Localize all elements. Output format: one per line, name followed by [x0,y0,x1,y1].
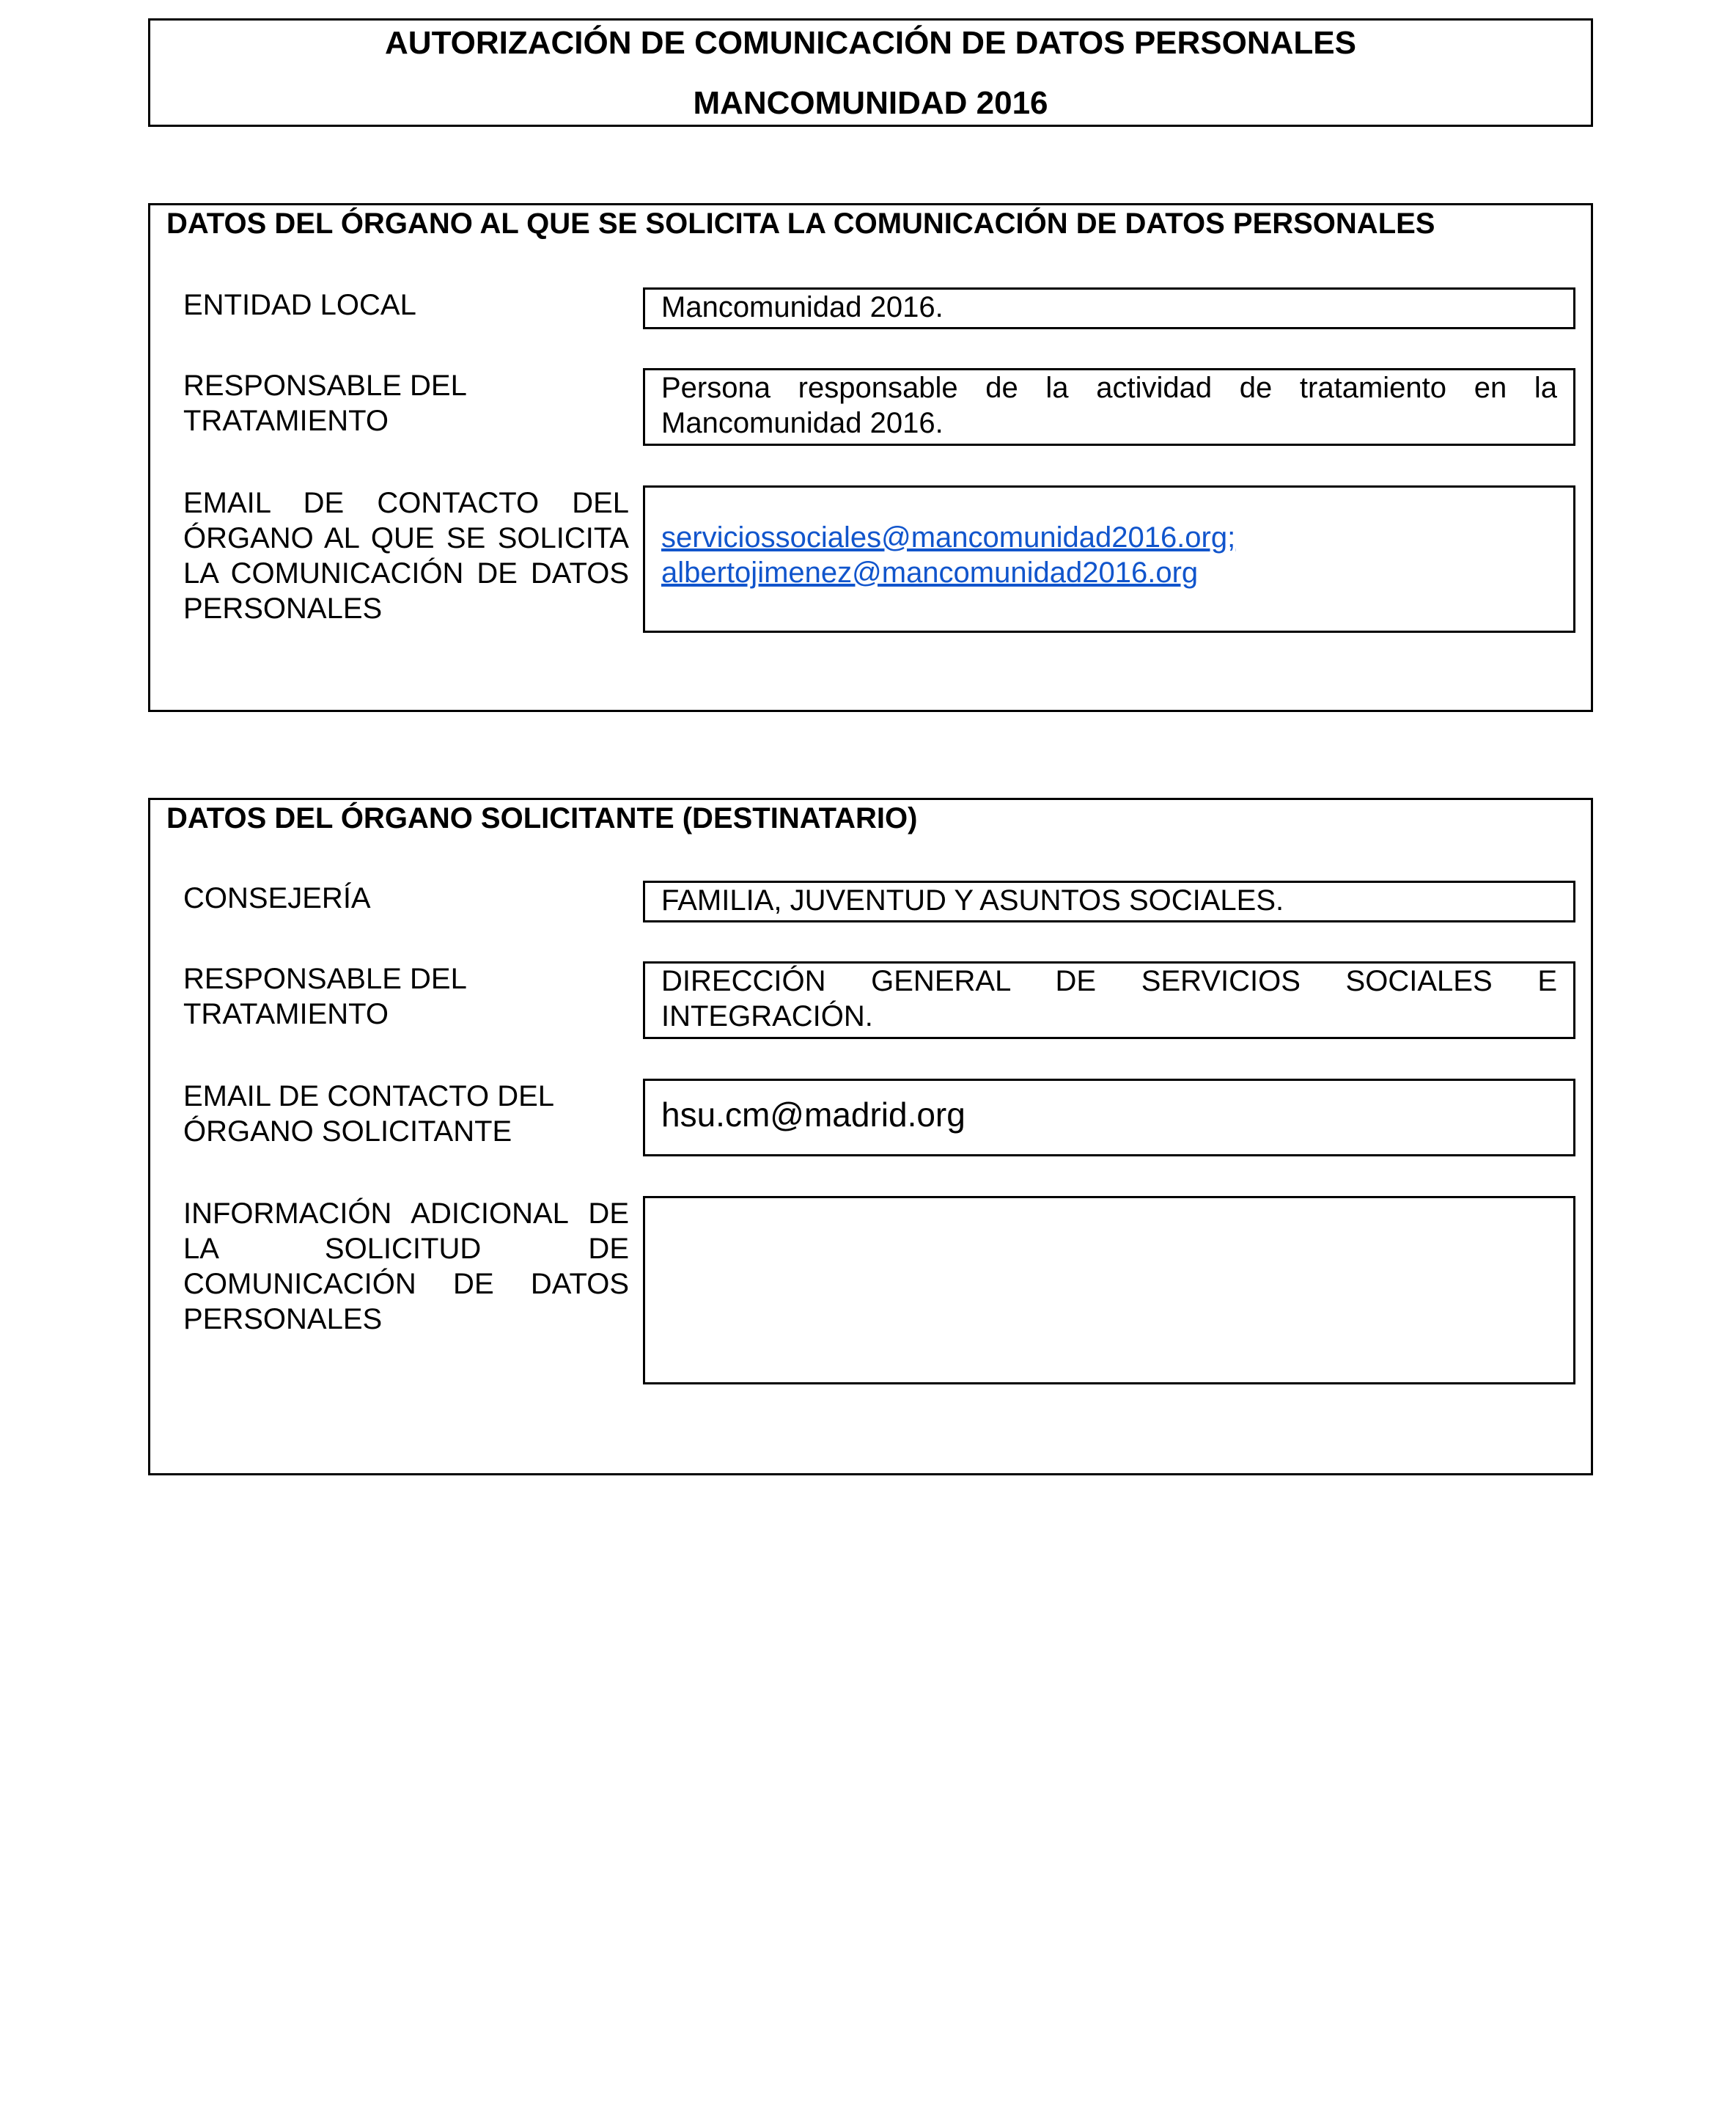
responsable-value: Persona responsable de la actividad de tratamiento en la Mancomunidad 2016. [661,372,1557,439]
informacion-adicional-label: INFORMACIÓN ADICIONAL DE LA SOLICITUD DE COMUNICACIÓN DE DATOS PERSONALES [183,1197,629,1335]
responsable-field[interactable] [643,961,1575,1039]
document-title-box [148,18,1593,127]
section-heading: DATOS DEL ÓRGANO SOLICITANTE (DESTINATARIO) [166,802,918,834]
document-subtitle: MANCOMUNIDAD 2016 [693,85,1048,121]
consejeria-value: FAMILIA, JUVENTUD Y ASUNTOS SOCIALES. [661,884,1284,917]
email-solicitante-value: hsu.cm@madrid.org [661,1096,966,1134]
organo-solicitante-section [148,798,1593,1475]
email-contacto-label: EMAIL DE CONTACTO DEL ÓRGANO AL QUE SE SOLICITA LA COMUNICACIÓN DE DATOS PERSONALES [183,487,629,625]
informacion-adicional-field[interactable] [643,1196,1575,1384]
email-solicitante-field[interactable] [643,1079,1575,1156]
organo-solicitado-section [148,203,1593,712]
responsable-field[interactable] [643,368,1575,446]
email-link-servicios-sociales[interactable]: serviciossociales@mancomunidad2016.org; [661,521,1236,554]
email-contacto-field[interactable] [643,485,1575,633]
consejeria-label: CONSEJERÍA [183,882,371,914]
email-solicitante-label: EMAIL DE CONTACTO DEL ÓRGANO SOLICITANTE [183,1080,553,1148]
entidad-local-field[interactable] [643,287,1575,329]
responsable-label: RESPONSABLE DEL TRATAMIENTO [183,963,466,1030]
consejeria-field[interactable] [643,881,1575,922]
document-title: AUTORIZACIÓN DE COMUNICACIÓN DE DATOS PERSONALES [385,25,1356,61]
entidad-local-label: ENTIDAD LOCAL [183,289,416,321]
email-link-alberto-jimenez[interactable]: albertojimenez@mancomunidad2016.org [661,557,1199,589]
entidad-local-value: Mancomunidad 2016. [661,291,944,323]
section-heading: DATOS DEL ÓRGANO AL QUE SE SOLICITA LA COMUNICACIÓN DE DATOS PERSONALES [166,208,1435,240]
responsable-label: RESPONSABLE DEL TRATAMIENTO [183,370,466,437]
responsable-value: DIRECCIÓN GENERAL DE SERVICIOS SOCIALES E INTEGRACIÓN. [661,965,1557,1032]
